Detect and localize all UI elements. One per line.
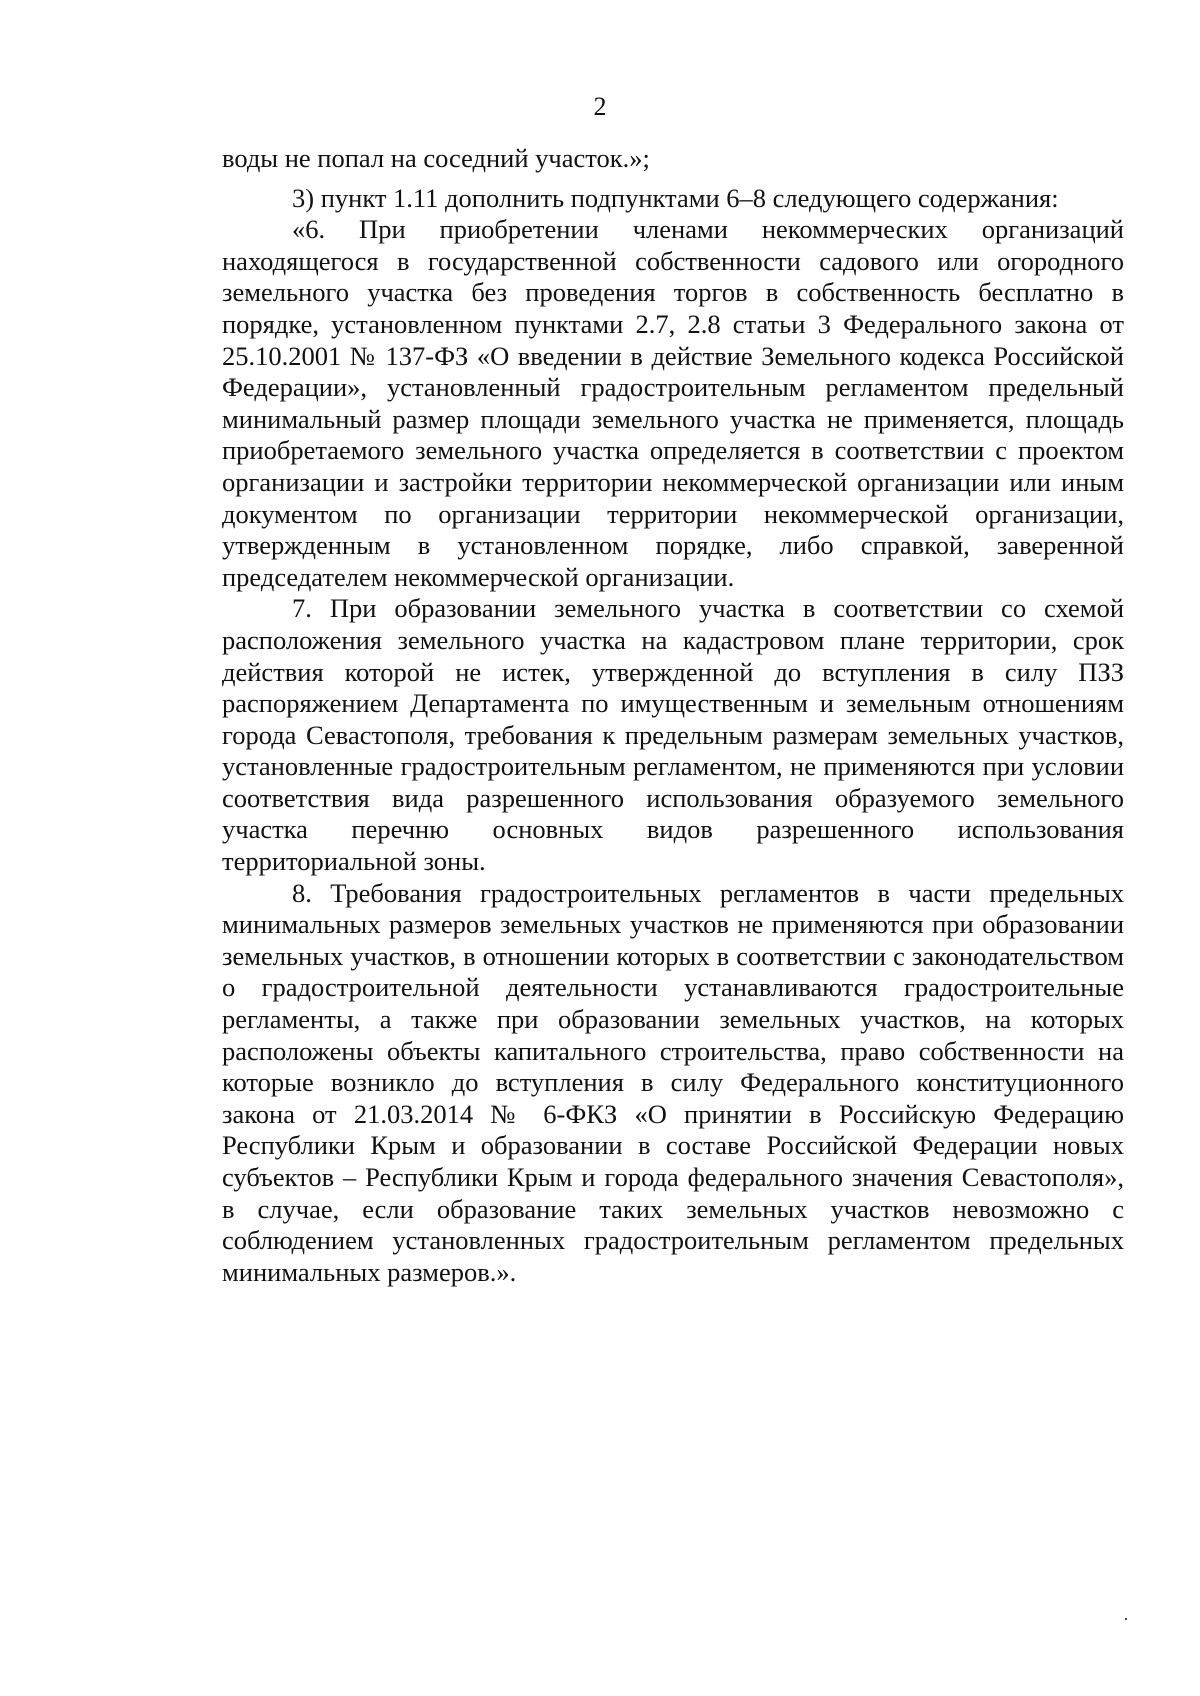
paragraph-continuation: воды не попал на соседний участок.»; — [222, 143, 650, 173]
page-number: 2 — [593, 92, 607, 121]
paragraph-subitem-8: 8. Требования градостроительных регламентов в части предельных минимальных размеров земельных участков не применяются при образовании земельных участков, в отношении которых в соответствии с законодательством о градостроительной деятельности устанавливаются градостроительные регламенты, а также при образовании земельных участков, на которых расположены объекты капитального строительства, право собственности на которые возникло до вступления в силу Федерального конституционного закона от 21.03.2014 № 6-ФКЗ «О принятии в Российскую Федерацию Республики Крым и образовании в составе Российской Федерации новых субъектов – Республики Крым и города федерального значения Севастополя», в случае, если образование таких земельных участков невозможно с соблюдением установленных градостроительным регламентом предельных минимальных размеров.». — [222, 877, 1124, 1287]
paragraph-subitem-7: 7. При образовании земельного участка в соответствии со схемой расположения земельного участка на кадастровом плане территории, срок действия которой не истек, утвержденной до вступления в силу ПЗЗ распоряжением Департамента по имущественным и земельным отношениям города Севастополя, требования к предельным размерам земельных участков, установленные градостроительным регламентом, не применяются при условии соответствия вида разрешенного использования образуемого земельного участка перечню основных видов разрешенного использования территориальной зоны. — [222, 593, 1124, 877]
scan-speck — [1125, 1618, 1127, 1620]
paragraph-subitem-6: «6. При приобретении членами некоммерческих организаций находящегося в государственной собственности садового или огородного земельного участка без проведения торгов в собственность бесплатно в порядке, установленном пунктами 2.7, 2.8 статьи 3 Федерального закона от 25.10.2001 № 137-ФЗ «О введении в действие Земельного кодекса Российской Федерации», установленный градостроительным регламентом предельный минимальный размер площади земельного участка не применяется, площадь приобретаемого земельного участка определяется в соответствии с проектом организации и застройки территории некоммерческой организации или иным документом по организации территории некоммерческой организации, утвержденным в установленном порядке, либо справкой, заверенной председателем некоммерческой организации. — [222, 214, 1124, 592]
document-body — [222, 143, 1124, 1288]
paragraph-item-3: 3) пункт 1.11 дополнить подпунктами 6–8 следующего содержания: — [292, 182, 1059, 213]
